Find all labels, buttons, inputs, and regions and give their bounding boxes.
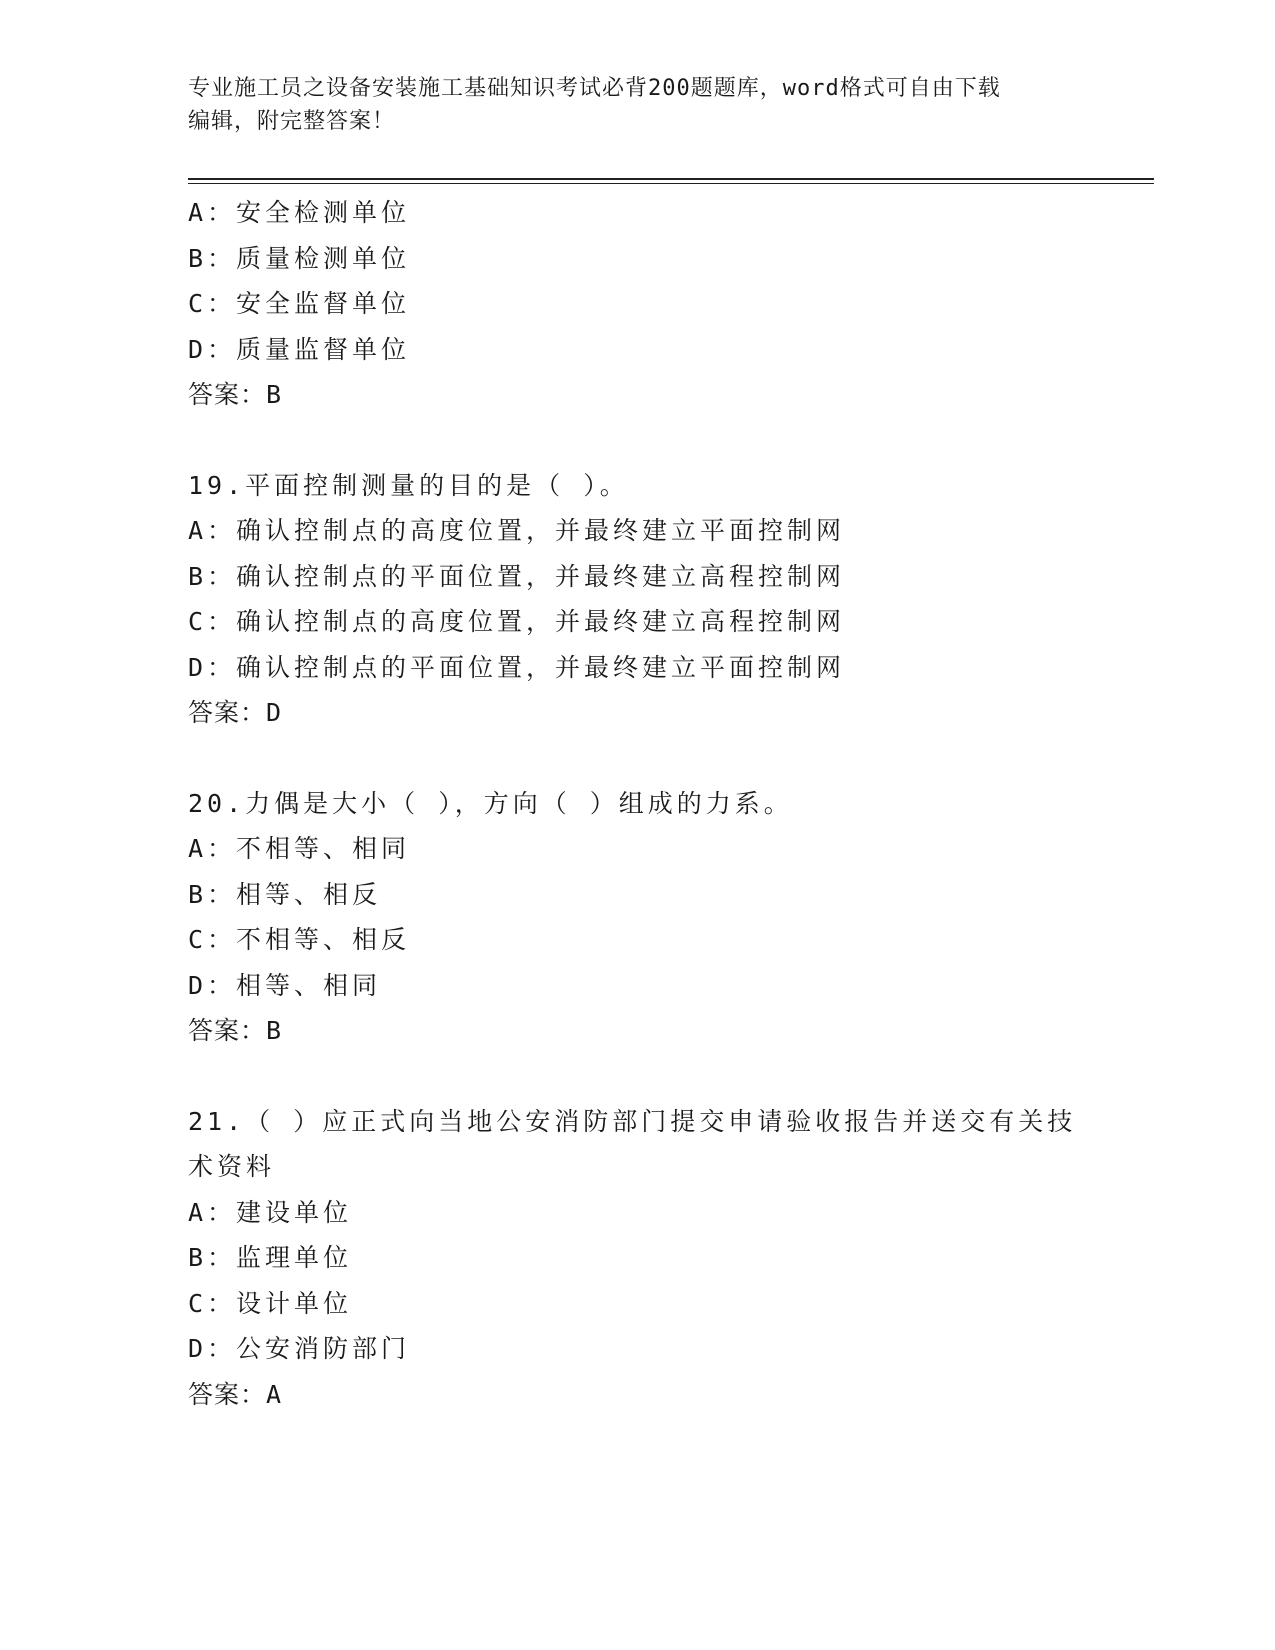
question-19 [188, 463, 1088, 736]
option-d: D：公安消防部门 [188, 1334, 411, 1363]
question-text: 20.力偶是大小（ ），方向（ ）组成的力系。 [188, 788, 793, 818]
question-list [188, 190, 1088, 1417]
question-text-line-2: 术资料 [188, 1152, 276, 1181]
option-d: D：相等、相同 [188, 970, 382, 1000]
option-d: D：确认控制点的平面位置，并最终建立平面控制网 [188, 652, 846, 682]
option-c: C：不相等、相反 [188, 925, 411, 954]
option-a: A：安全检测单位 [188, 198, 411, 227]
question-text-line-1: 21.（ ）应正式向当地公安消防部门提交申请验收报告并送交有关技 [188, 1106, 1077, 1136]
option-b: B：确认控制点的平面位置，并最终建立高程控制网 [188, 561, 846, 591]
header-line-2: 编辑，附完整答案！ [188, 109, 396, 134]
question-20 [188, 781, 1088, 1054]
option-c: C：设计单位 [188, 1288, 353, 1318]
option-a: A：确认控制点的高度位置，并最终建立平面控制网 [188, 516, 846, 545]
option-b: B：质量检测单位 [188, 243, 411, 273]
option-c: C：确认控制点的高度位置，并最终建立高程控制网 [188, 607, 846, 636]
header-line-1: 专业施工员之设备安装施工基础知识考试必背200题题库，word格式可自由下载 [188, 76, 1001, 101]
spacer [188, 418, 1088, 463]
header-rule-thick [188, 178, 1154, 180]
answer: 答案：A [188, 1379, 283, 1409]
answer: 答案：B [188, 380, 283, 409]
answer: 答案：D [188, 698, 283, 727]
option-d: D：质量监督单位 [188, 334, 411, 364]
answer: 答案：B [188, 1016, 283, 1045]
question-21 [188, 1099, 1088, 1418]
document-header [188, 72, 1088, 138]
option-c: C：安全监督单位 [188, 289, 411, 318]
question-text: 19.平面控制测量的目的是（ ）。 [188, 470, 629, 500]
spacer [188, 1054, 1088, 1099]
option-a: A：建设单位 [188, 1197, 353, 1227]
header-rule-thin [188, 183, 1154, 184]
option-a: A：不相等、相同 [188, 834, 411, 863]
option-b: B：相等、相反 [188, 879, 382, 909]
option-b: B：监理单位 [188, 1243, 353, 1272]
question-18 [188, 190, 1088, 418]
spacer [188, 736, 1088, 781]
